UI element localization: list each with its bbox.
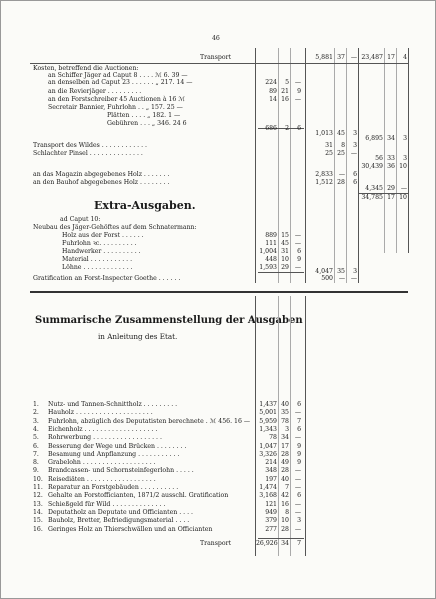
row-number: 13. (33, 500, 43, 508)
total: 4,345 (365, 185, 383, 192)
row-label: Schießgeld für Wild . . . . . . . . . . . . . . (48, 500, 166, 508)
row-amount: 78 (281, 417, 289, 425)
row-label: Besamung und Anpflanzung . . . . . . . . . . . (48, 450, 180, 458)
column-rule (290, 48, 291, 253)
amount: 45 (281, 240, 289, 247)
amount: 14 (269, 96, 277, 103)
total: 3 (403, 135, 407, 142)
row-amount: 10 (281, 517, 289, 525)
transport-value: 34 (281, 540, 289, 547)
row-number: 1. (33, 401, 39, 408)
row-label: Hauholz . . . . . . . . . . . . . . . . . . . . (48, 409, 153, 417)
total: 35 (337, 268, 345, 275)
row-amount: 40 (281, 401, 289, 408)
column-rule (278, 48, 279, 253)
total: 36 (387, 163, 395, 170)
total: 45 (337, 130, 345, 137)
section-title: Extra-Ausgaben. (94, 199, 196, 212)
row-label: Reparatur an Forstgebäuden . . . . . . . . . . (48, 484, 179, 491)
row-amount: — (294, 484, 301, 491)
total: — (400, 185, 407, 192)
transport-value: 17 (387, 54, 395, 61)
amount: — (294, 96, 301, 103)
amount: 2 (285, 125, 289, 132)
total: 3 (353, 268, 357, 275)
text-line: ad Caput 10: (60, 216, 101, 223)
row-number: 8. (33, 459, 39, 467)
transport-value: 5,881 (315, 54, 333, 61)
row-amount: 7 (285, 484, 289, 491)
column-rule (408, 48, 409, 253)
text-line: Neubau des Jäger-Gehöftes auf dem Schnatermann: (33, 224, 197, 231)
row-amount: 3,168 (259, 492, 277, 500)
row-amount: 3,326 (259, 450, 277, 458)
row-amount: 7 (297, 417, 301, 425)
row-rule (30, 63, 408, 64)
row-label: Geringes Holz an Thierschwällen und an Officianten (48, 525, 213, 533)
row-number: 9. (33, 467, 39, 475)
text-line: an das Magazin abgegebenes Holz . . . . . . . (33, 171, 170, 178)
amount: — (294, 264, 301, 271)
row-amount: 28 (281, 467, 289, 475)
row-amount: — (294, 508, 301, 516)
row-amount: 1,047 (259, 442, 277, 450)
total: 30,439 (361, 163, 383, 170)
total: 500 (321, 275, 333, 282)
row-number: 2. (33, 409, 39, 417)
total: 2,833 (315, 171, 333, 178)
row-amount: 121 (265, 500, 277, 508)
row-number: 11. (33, 484, 43, 491)
row-amount: 197 (265, 475, 277, 483)
row-label: Eichenholz . . . . . . . . . . . . . . . . . . . (48, 425, 158, 433)
amount: 9 (297, 256, 301, 263)
text-line: an den Bauhof abgegebenes Holz . . . . . . . . (33, 179, 170, 186)
row-amount: — (294, 467, 301, 475)
amount: 31 (281, 248, 289, 255)
total: — (350, 150, 357, 157)
row-amount: 49 (281, 459, 289, 467)
amount: 5 (285, 79, 289, 86)
row-label: Reisediäten . . . . . . . . . . . . . . . . . . (48, 475, 156, 483)
row-amount: 78 (269, 434, 277, 442)
amount: 686 (265, 125, 277, 132)
text-line: an den Forstschreiber 45 Auctionen à 16 ℳ (48, 96, 185, 103)
row-amount: — (294, 434, 301, 442)
row-amount: 40 (281, 475, 289, 483)
total: 56 (375, 155, 383, 162)
item-label: Holz aus der Forst . . . . . . (62, 232, 144, 239)
text-line: Gratification an Forst-Inspecter Goethe . . . . . . (33, 275, 181, 282)
summary-subtitle: in Anleitung des Etat. (98, 332, 178, 341)
row-amount: 277 (265, 525, 277, 533)
row-number: 4. (33, 425, 39, 433)
row-amount: 28 (281, 525, 289, 533)
total: 25 (337, 150, 345, 157)
summary-title: Summarische Zusammenstellung der Ausgaben (35, 315, 303, 326)
total: 3 (353, 142, 357, 149)
total: 1,512 (315, 179, 333, 186)
transport-label: Transport (200, 540, 232, 547)
total: — (338, 171, 345, 178)
row-amount: 5,001 (259, 409, 277, 417)
row-amount: 3 (285, 425, 289, 433)
row-number: 6. (33, 442, 39, 450)
transport-value: 23,487 (361, 54, 383, 61)
grand-total: 34,785 (361, 194, 383, 201)
amount: 1,593 (259, 264, 277, 271)
row-label: Rohrwerbung . . . . . . . . . . . . . . . . . . (48, 434, 162, 442)
amount: 9 (297, 88, 301, 95)
page-number: 46 (212, 35, 220, 42)
total: — (350, 275, 357, 282)
row-number: 7. (33, 450, 39, 458)
row-amount: 379 (265, 517, 277, 525)
text-line: Transport des Wildes . . . . . . . . . . . . (33, 142, 148, 149)
section-divider (30, 291, 408, 293)
row-amount: 9 (297, 442, 301, 450)
total: 33 (387, 155, 395, 162)
row-amount: 3 (297, 517, 301, 525)
total: 6,895 (365, 135, 383, 142)
row-amount: — (294, 409, 301, 417)
amount: 224 (265, 79, 277, 86)
amount: 448 (265, 256, 277, 263)
text-line: an denselben ad Caput 23 . . . . . . „ 217. 14 — (48, 79, 193, 86)
total: 28 (337, 179, 345, 186)
total: 10 (399, 163, 407, 170)
row-amount: 35 (281, 409, 289, 417)
column-rule (384, 48, 385, 253)
row-amount: 214 (265, 459, 277, 467)
row-amount: 8 (285, 508, 289, 516)
row-amount: 9 (297, 459, 301, 467)
row-amount: — (294, 500, 301, 508)
total: 25 (325, 150, 333, 157)
amount: 1,004 (259, 248, 277, 255)
text-line: an Schiffer Jäger ad Caput 8 . . . . ℳ 6. 39 — (48, 72, 188, 79)
grand-total: 17 (387, 194, 395, 201)
row-label: Bauholz, Bretter, Befriedigungsmaterial . . . . (48, 517, 190, 525)
text-line: Gebühren . . . „ 346. 24 6 (107, 120, 187, 127)
row-label: Deputatholz an Deputate und Officianten . . . . (48, 508, 193, 516)
row-amount: 1,437 (259, 401, 277, 408)
total: 31 (325, 142, 333, 149)
total: 3 (353, 130, 357, 137)
row-amount: 17 (281, 442, 289, 450)
amount: 89 (269, 88, 277, 95)
row-number: 3. (33, 417, 39, 425)
row-number: 16. (33, 525, 43, 533)
total: 3 (403, 155, 407, 162)
grand-total: 10 (399, 194, 407, 201)
amount: 6 (297, 248, 301, 255)
transport-value: 26,926 (256, 540, 278, 547)
sum-rule (258, 538, 304, 539)
row-amount: 949 (265, 508, 277, 516)
total: — (338, 275, 345, 282)
column-rule (305, 296, 306, 556)
row-amount: 348 (265, 467, 277, 475)
amount: — (294, 232, 301, 239)
total: 6 (353, 179, 357, 186)
row-label: Grabelohn . . . . . . . . . . . . . . . . . . . (48, 459, 156, 467)
row-amount: 28 (281, 450, 289, 458)
transport-label: Transport (200, 54, 232, 61)
text-line: an die Revierjäger . . . . . . . . . (48, 88, 142, 95)
amount: 889 (265, 232, 277, 239)
row-amount: 34 (281, 434, 289, 442)
text-line: Plätten . . . . „ 182. 1 — (107, 112, 181, 119)
total: 29 (387, 185, 395, 192)
row-amount: 42 (281, 492, 289, 500)
column-rule (358, 48, 359, 253)
amount: 16 (281, 96, 289, 103)
row-amount: 1,343 (259, 425, 277, 433)
amount: — (294, 240, 301, 247)
amount: 6 (297, 125, 301, 132)
item-label: Löhne . . . . . . . . . . . . . (62, 264, 133, 271)
amount: 15 (281, 232, 289, 239)
item-label: Handwerker . . . . . . . . . . (62, 248, 141, 255)
item-label: Fuhrlohn ꝛc. . . . . . . . . . (62, 240, 137, 247)
amount: 29 (281, 264, 289, 271)
row-amount: 6 (297, 425, 301, 433)
row-amount: 9 (297, 450, 301, 458)
row-amount: 16 (281, 500, 289, 508)
total: 8 (341, 142, 345, 149)
text-line: Secretair Bannier, Fuhrlohn . . „ 157. 25 — (48, 104, 183, 111)
row-number: 10. (33, 475, 43, 483)
total: 4,047 (315, 268, 333, 275)
total: 34 (387, 135, 395, 142)
amount: 10 (281, 256, 289, 263)
sum-rule (258, 272, 304, 273)
row-amount: 6 (297, 401, 301, 408)
item-label: Material . . . . . . . . . . . (62, 256, 133, 263)
row-label: Gehalte an Forstofficianten, 1871/2 ausschl. Gratification (48, 492, 229, 500)
text-line: Kosten, betreffend die Auctionen: (33, 65, 139, 72)
amount: 21 (281, 88, 289, 95)
transport-value: 7 (297, 540, 301, 547)
transport-value: 37 (337, 54, 345, 61)
row-number: 5. (33, 434, 39, 442)
column-rule (396, 48, 397, 253)
row-number: 12. (33, 492, 43, 500)
column-rule (358, 253, 359, 283)
total: 6 (353, 171, 357, 178)
row-amount: 6 (297, 492, 301, 500)
row-amount: 5,959 (259, 417, 277, 425)
total: 1,013 (315, 130, 333, 137)
column-rule (255, 48, 256, 253)
row-label: Besserung der Wege und Brücken . . . . . . . . (48, 442, 187, 450)
amount: — (294, 79, 301, 86)
transport-value: 4 (403, 54, 407, 61)
row-number: 15. (33, 517, 43, 525)
amount: 111 (265, 240, 277, 247)
row-label: Brandcassen- und Schornsteinfegerlohn . . . . . (48, 467, 194, 475)
row-label: Fuhrlohn, abzüglich des Deputatisten berechnete . ℳ 456. 16 — (48, 417, 251, 425)
row-number: 14. (33, 508, 43, 516)
transport-value: — (350, 54, 357, 61)
row-amount: 1,474 (259, 484, 277, 491)
row-amount: — (294, 475, 301, 483)
row-label: Nutz- und Tannen-Schnittholz . . . . . . . . . (48, 401, 178, 408)
text-line: Schlachter Pinsel . . . . . . . . . . . . . . (33, 150, 143, 157)
row-amount: — (294, 525, 301, 533)
